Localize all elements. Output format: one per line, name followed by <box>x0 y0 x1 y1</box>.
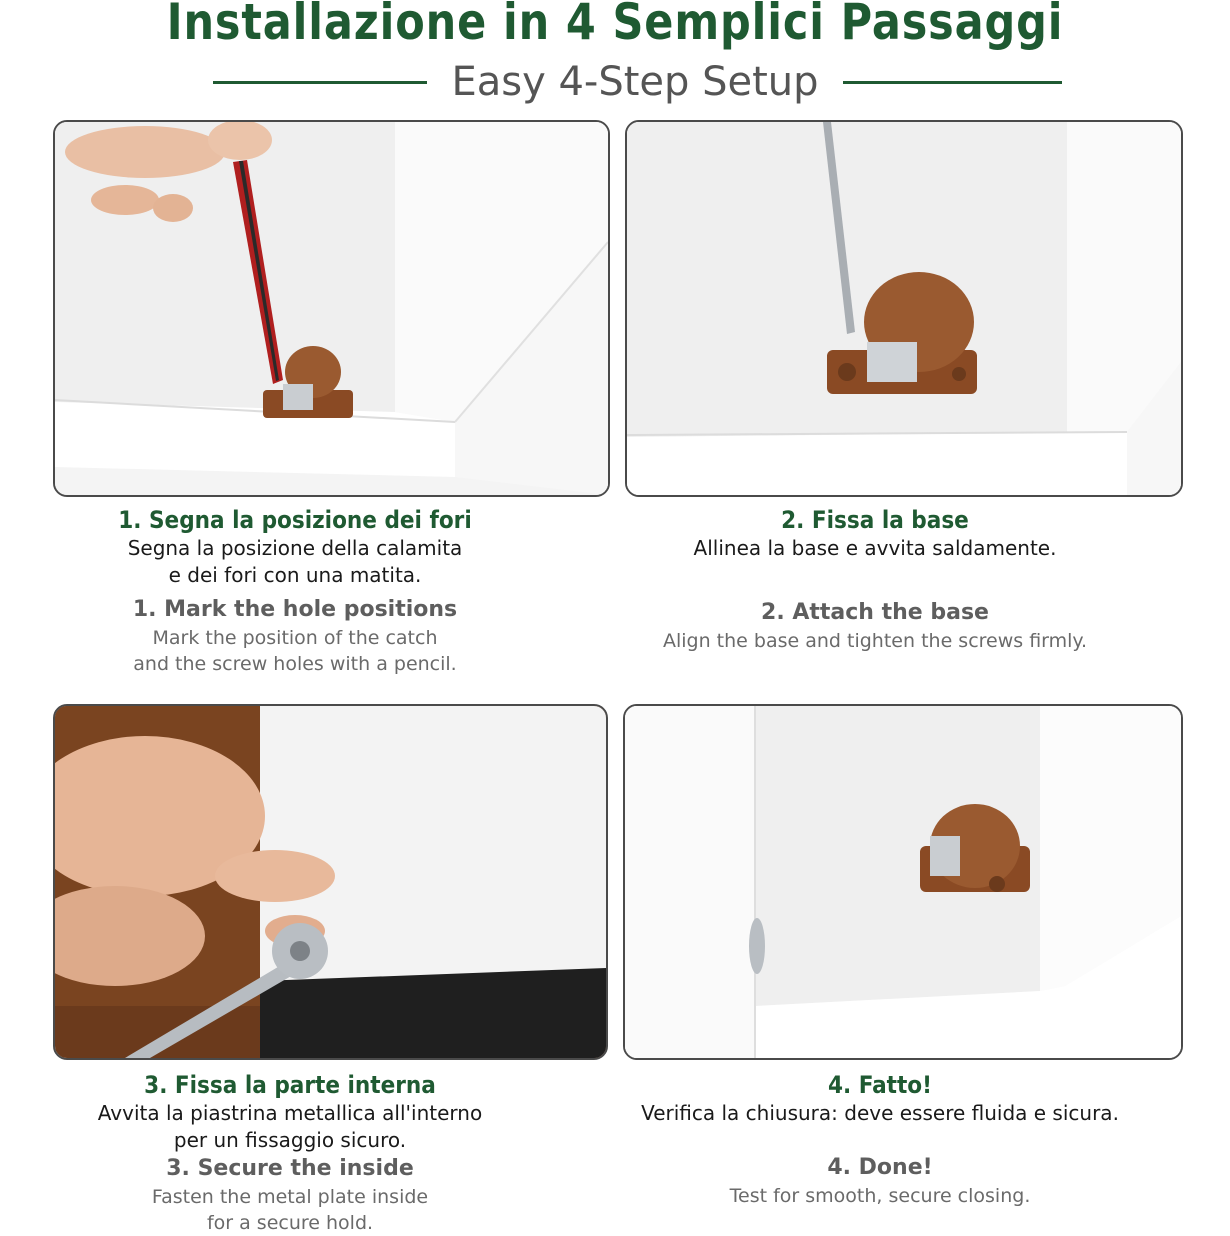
step-2-text-en: Align the base and tighten the screws firmly. <box>662 630 1088 652</box>
step-4-title-it: 4. Fatto! <box>828 1071 932 1099</box>
step-4-image <box>623 704 1183 1060</box>
step-3-text-en: Fasten the metal plate inside for a secure hold. <box>151 1186 429 1234</box>
step-3-image <box>53 704 608 1060</box>
step-4-text-it: Verifica la chiusura: deve essere fluida e sicura. <box>641 1101 1119 1125</box>
step-3-title-en: 3. Secure the inside <box>166 1156 414 1181</box>
step-2-text-it: Allinea la base e avvita saldamente. <box>693 536 1057 560</box>
step-4-text-en: Test for smooth, secure closing. <box>729 1185 1031 1207</box>
step-2-title-en: 2. Attach the base <box>761 600 989 625</box>
step-3-title-it: 3. Fissa la parte interna <box>144 1071 436 1099</box>
subtitle-divider-left <box>213 81 427 84</box>
step-2-caption <box>650 505 1100 654</box>
subtitle-row <box>0 56 1230 108</box>
step-4-caption <box>640 1070 1120 1209</box>
step-1-image <box>53 120 610 497</box>
step-1-text-it: Segna la posizione della calamita e dei fori con una matita. <box>127 536 463 587</box>
step-3-caption <box>70 1070 510 1236</box>
step-1-title-en: 1. Mark the hole positions <box>132 597 458 622</box>
step-4-title-en: 4. Done! <box>827 1155 933 1180</box>
step-1-caption <box>80 505 510 677</box>
step-1-text-en: Mark the position of the catch and the screw holes with a pencil. <box>133 627 457 675</box>
subtitle-divider-right <box>843 81 1062 84</box>
step-2-image <box>625 120 1183 497</box>
page-subtitle: Easy 4-Step Setup <box>451 59 819 105</box>
step-1-title-it: 1. Segna la posizione dei fori <box>118 506 472 534</box>
step-3-text-it: Avvita la piastrina metallica all'interno per un fissaggio sicuro. <box>97 1101 483 1152</box>
step-2-title-it: 2. Fissa la base <box>781 506 969 534</box>
page-title: Installazione in 4 Semplici Passaggi <box>166 0 1064 51</box>
